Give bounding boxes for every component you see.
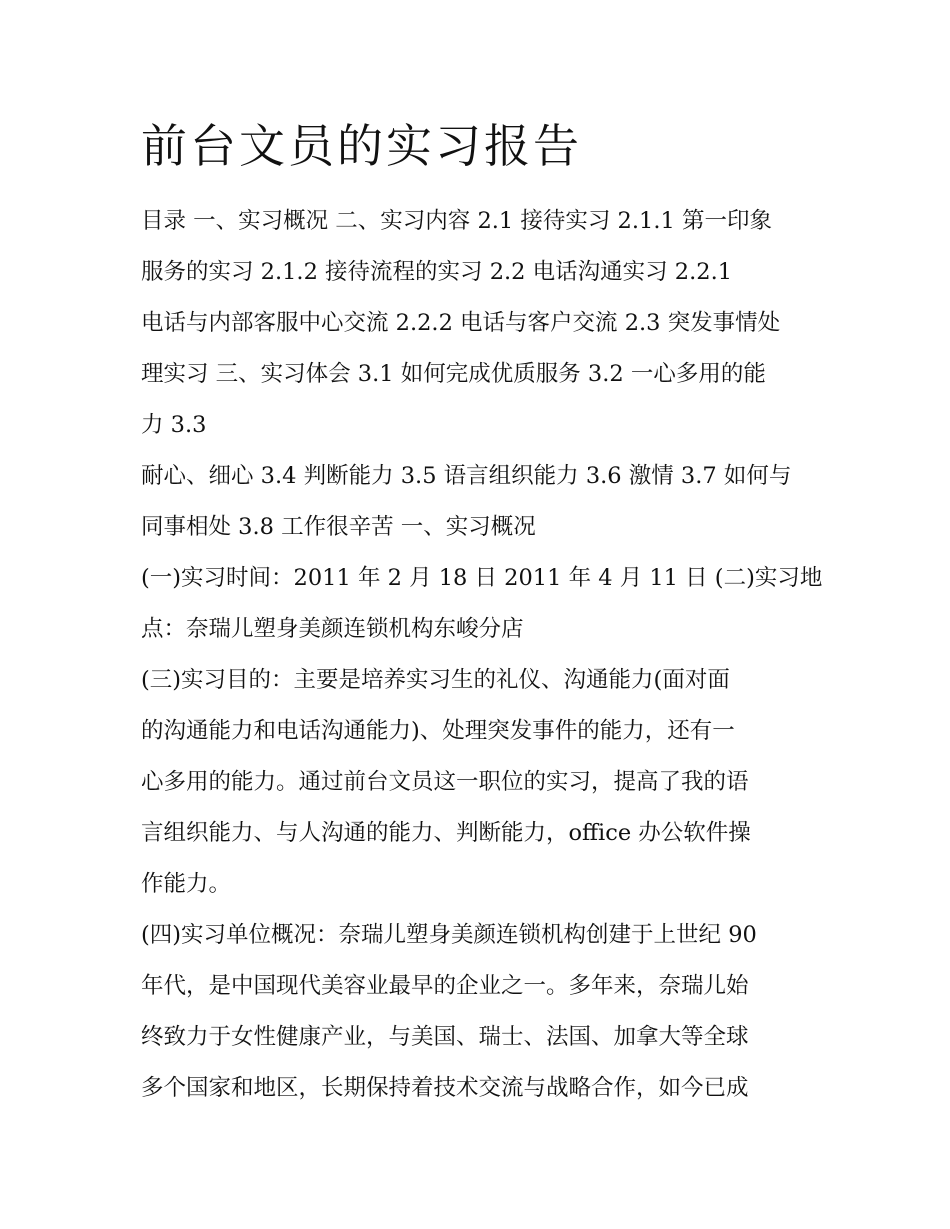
internship-purpose-line-3: 心多用的能力。通过前台文员这一职位的实习，提高了我的语 bbox=[141, 769, 749, 795]
company-overview-line-4: 多个国家和地区，长期保持着技术交流与战略合作，如今已成 bbox=[141, 1075, 749, 1101]
toc-line-6: 耐心、细心 3.4 判断能力 3.5 语言组织能力 3.6 激情 3.7 如何与 bbox=[141, 463, 792, 489]
toc-line-3: 电话与内部客服中心交流 2.2.2 电话与客户交流 2.3 突发事情处 bbox=[141, 310, 781, 336]
internship-location-line: 点：奈瑞儿塑身美颜连锁机构东峻分店 bbox=[141, 616, 524, 642]
document-title: 前台文员的实习报告 bbox=[141, 119, 582, 173]
company-overview-line-2: 年代，是中国现代美容业最早的企业之一。多年来，奈瑞儿始 bbox=[141, 973, 749, 999]
toc-line-5: 力 3.3 bbox=[141, 412, 207, 438]
internship-purpose-line-4: 言组织能力、与人沟通的能力、判断能力，office 办公软件操 bbox=[141, 820, 751, 846]
company-overview-line-3: 终致力于女性健康产业，与美国、瑞士、法国、加拿大等全球 bbox=[141, 1024, 749, 1050]
internship-purpose-line-2: 的沟通能力和电话沟通能力)、处理突发事件的能力，还有一 bbox=[141, 718, 735, 744]
toc-line-4: 理实习 三、实习体会 3.1 如何完成优质服务 3.2 一心多用的能 bbox=[141, 361, 766, 387]
toc-line-7: 同事相处 3.8 工作很辛苦 一、实习概况 bbox=[141, 514, 536, 540]
internship-time-line: (一)实习时间：2011 年 2 月 18 日 2011 年 4 月 11 日 (二)实习地 bbox=[141, 565, 823, 591]
toc-line-1: 目录 一、实习概况 二、实习内容 2.1 接待实习 2.1.1 第一印象 bbox=[141, 208, 772, 234]
internship-purpose-line-5: 作能力。 bbox=[141, 871, 232, 897]
company-overview-line-1: (四)实习单位概况：奈瑞儿塑身美颜连锁机构创建于上世纪 90 bbox=[141, 922, 757, 948]
toc-line-2: 服务的实习 2.1.2 接待流程的实习 2.2 电话沟通实习 2.2.1 bbox=[141, 259, 733, 285]
internship-purpose-line-1: (三)实习目的：主要是培养实习生的礼仪、沟通能力(面对面 bbox=[141, 667, 730, 693]
